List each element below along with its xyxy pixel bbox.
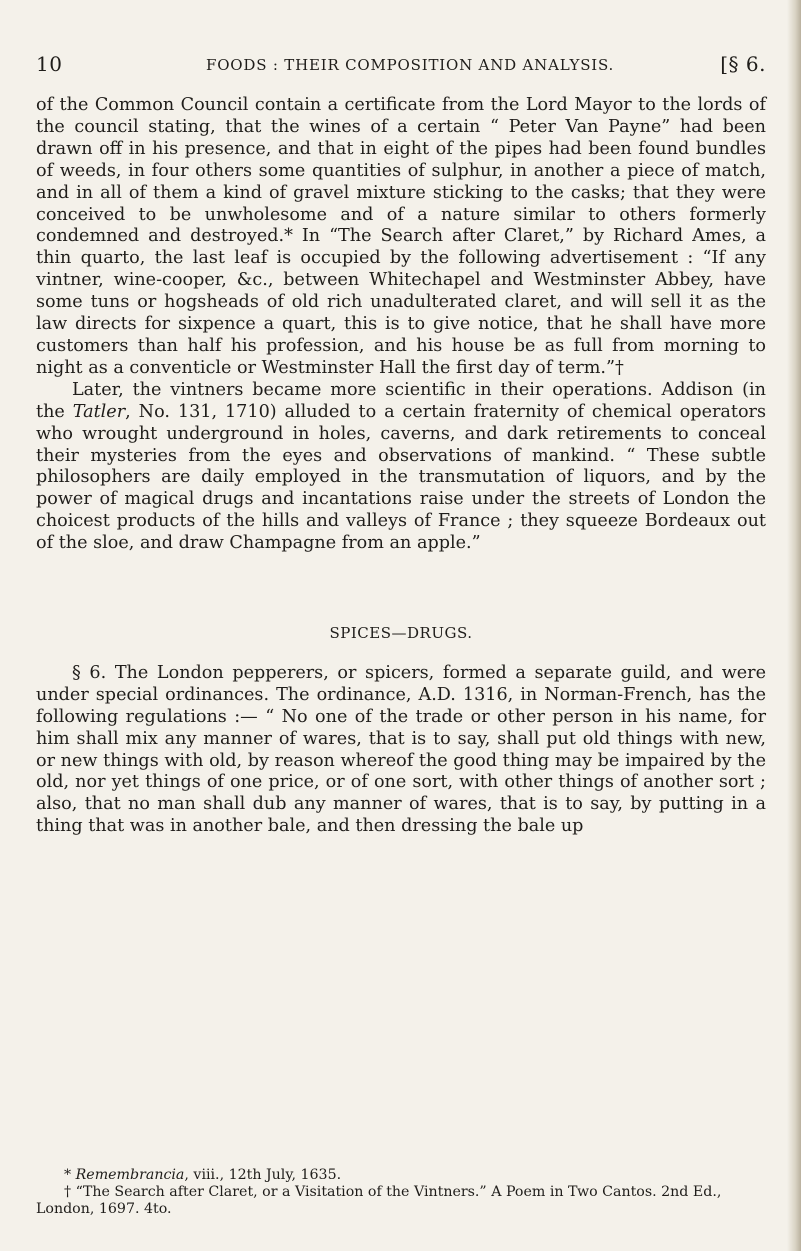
running-header [36, 52, 766, 82]
section-marker: [§ 6. [720, 52, 766, 76]
footnote-mark: * [64, 1167, 76, 1183]
paragraph-wine-certificate: of the Common Council contain a certificate from the Lord Mayor to the lords of the council stating, that the wines of a certain “ Peter Van Payne” had been drawn off in his presence, and that in eight of the pipes had been found bundles of weeds, in four others some quantities of sulphur, in another a piece of match, and in all of them a kind of gravel mixture sticking to the casks; that they were conceived to be unwholesome and of a nature similar to others formerly condemned and destroyed.* In “The Search after Claret,” by Richard Ames, a thin quarto, the last leaf is occupied by the following advertisement : “If any vintner, wine-cooper, &c., between Whitechapel and Westminster Abbey, have some tuns or hogsheads of old rich unadulterated claret, and will sell it as the law directs for sixpence a quart, this is to give notice, that he shall have more customers than half his profession, and his house be as full from morning to night as a conventicle or Westminster Hall the first day of term.”† [36, 95, 766, 378]
paragraph-text: , No. 131, 1710) alluded to a certain fraternity of chemical operators who wrought underground in holes, caverns, and dark retirements to conceal their mysteries from the eyes and observations of mankind. “ These subtle philosophers are daily employed in the transmutation of liquors, and by the power of magical drugs and incantations raise under the streets of London the choicest products of the hills and valleys of France ; they squeeze Bordeaux out of the sloe, and draw Champagne from an apple.” [36, 401, 766, 554]
body-text [36, 95, 766, 838]
footnote-2: † “The Search after Claret, or a Visitation of the Vintners.” A Poem in Two Cantos. 2nd Ed., London, 1697. 4to. [36, 1184, 722, 1217]
tatler-title: Tatler [72, 401, 126, 422]
section-heading: SPICES—DRUGS. [329, 624, 473, 643]
page-number: 10 [36, 52, 63, 76]
paragraph-text: Later, the vintners became more scientific in their operations. Addison (in the [36, 379, 766, 422]
footnotes [36, 1167, 766, 1218]
footnote-1 [36, 1167, 766, 1184]
paragraph-vintners-addison [36, 380, 766, 555]
page-edge-shadow [787, 0, 801, 1251]
footnote-italic: Remembrancia [75, 1167, 185, 1183]
footnote-text: , viii., 12th July, 1635. [184, 1167, 342, 1183]
paragraph-pepperers: § 6. The London pepperers, or spicers, formed a separate guild, and were under special ordinances. The ordinance, A.D. 1316, in Norman-French, has the following regulations :— “ No one of the trade or other person in his name, for him shall mix any manner of wares, that is to say, shall put old things with new, or new things with old, by reason whereof the good thing may be impaired by the old, nor yet things of one price, or of one sort, with other things of another sort ; also, that no man shall dub any manner of wares, that is to say, by putting in a thing that was in another bale, and then dressing the bale up [36, 662, 766, 837]
running-title: FOODS : THEIR COMPOSITION AND ANALYSIS. [206, 56, 615, 74]
